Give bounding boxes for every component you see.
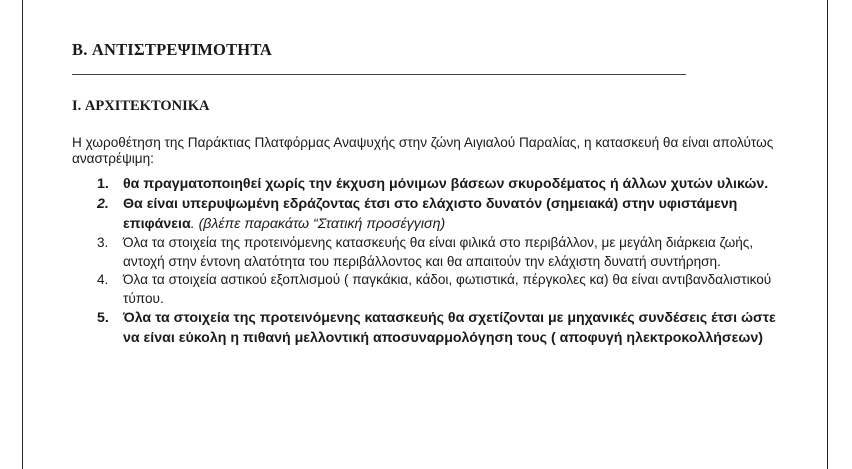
list-item-number: 5. [97,310,109,326]
numbered-list [72,174,782,348]
list-item [72,234,782,271]
list-item [72,308,782,348]
list-item-number: 4. [97,272,109,287]
section-heading: B. ΑΝΤΙΣΤΡΕΨΙΜΟΤΗΤΑ [72,40,273,59]
list-item [72,174,782,194]
heading-divider [72,74,686,75]
intro-paragraph: Η χωροθέτηση της Παράκτιας Πλατφόρμας Αναψυχής στην ζώνη Αιγιαλού Παραλίας, η κατασκευή θα είναι απολύτως αναστρέψιμη: [72,135,774,166]
list-item-text: θα πραγματοποιηθεί χωρίς την έκχυση μόνιμων βάσεων σκυροδέματος ή άλλων χυτών υλικών. [123,176,769,192]
subsection-heading: I. ΑΡΧΙΤΕΚΤΟΝΙΚΑ [72,98,210,114]
list-item-number: 2. [97,196,109,212]
list-item [72,194,782,234]
list-item-text: Όλα τα στοιχεία αστικού εξοπλισμού ( παγκάκια, κάδοι, φωτιστικά, πέργκολες κα) θα είναι αντιβανδαλιστικού τύπου. [123,272,772,306]
list-item-text: Όλα τα στοιχεία της προτεινόμενης κατασκευής θα σχετίζονται με μηχανικές συνδέσεις έτσι ώστε να είναι εύκολη η πιθανή μελλοντική αποσυναρμολόγηση τους ( αποφυγή ηλεκτροκολλήσεων) [123,310,776,346]
page-border-right [827,0,828,469]
list-item-number: 3. [97,235,109,250]
list-item [72,271,782,308]
list-item-number: 1. [97,176,109,192]
list-item-text: Όλα τα στοιχεία της προτεινόμενης κατασκευής θα είναι φιλικά στο περιβάλλον, με μεγάλη διάρκεια ζωής, αντοχή στην έντονη αλατότητα του περιβάλλοντος και θα απαιτούν την ελάχιστη δυνατή συντήρηση. [123,235,754,269]
page-border-left [22,0,23,469]
list-item-note: . (βλέπε παρακάτω “Στατική προσέγγιση) [190,216,446,232]
list-item-text: Θα είναι υπερυψωμένη εδράζοντας έτσι στο ελάχιστο δυνατόν (σημειακά) στην υφιστάμενη επιφάνεια [123,196,738,232]
